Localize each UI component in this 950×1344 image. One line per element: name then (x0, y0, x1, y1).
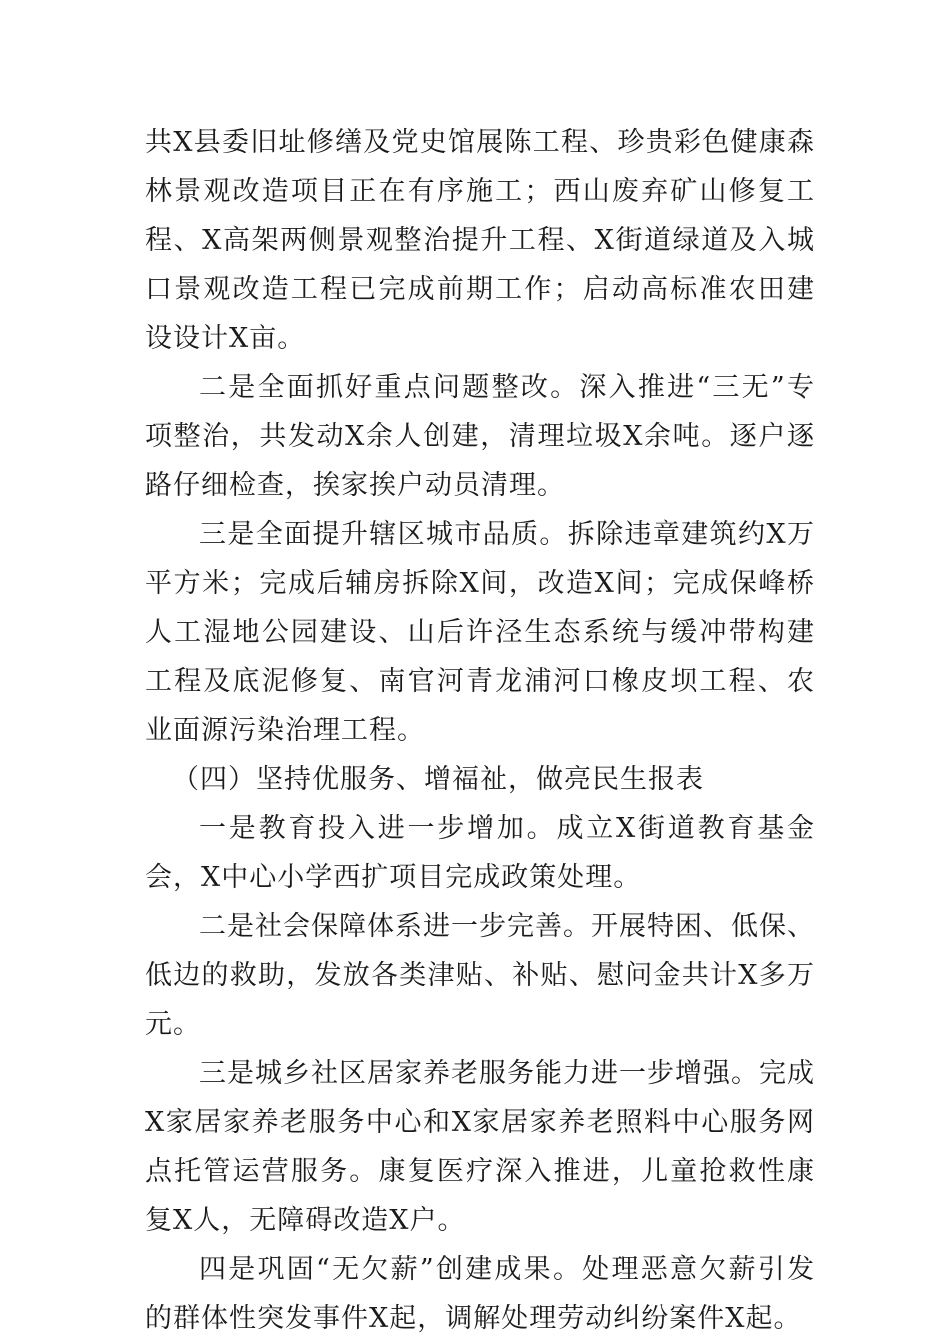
paragraph-project-progress: 共X县委旧址修缮及党史馆展陈工程、珍贵彩色健康森林景观改造项目正在有序施工；西山废弃矿山修复工程、X高架两侧景观整治提升工程、X街道绿道及入城口景观改造工程已完成前期工作；启动高标准农田建设设计X亩。 (145, 127, 815, 354)
paragraph-education: 一是教育投入进一步增加。成立X街道教育基金会，X中心小学西扩项目完成政策处理。 (145, 813, 815, 893)
paragraph-city-quality: 三是全面提升辖区城市品质。拆除违章建筑约X万平方米；完成后辅房拆除X间，改造X间；完成保峰桥人工湿地公园建设、山后许泾生态系统与缓冲带构建工程及底泥修复、南官河青龙浦河口橡皮坝工程、农业面源污染治理工程。 (145, 519, 815, 746)
paragraph-social-security: 二是社会保障体系进一步完善。开展特困、低保、低边的救助，发放各类津贴、补贴、慰问金共计X多万元。 (145, 911, 815, 1040)
section-heading-livelihood: （四）坚持优服务、增福祉，做亮民生报表 (172, 764, 704, 795)
paragraph-wage-arrears: 四是巩固“无欠薪”创建成果。处理恶意欠薪引发的群体性突发事件X起，调解处理劳动纠纷案件X起。 (145, 1254, 815, 1334)
paragraph-elderly-care: 三是城乡社区居家养老服务能力进一步增强。完成X家居家养老服务中心和X家居家养老照料中心服务网点托管运营服务。康复医疗深入推进，儿童抢救性康复X人，无障碍改造X户。 (145, 1058, 815, 1236)
paragraph-problem-rectification: 二是全面抓好重点问题整改。深入推进“三无”专项整治，共发动X余人创建，清理垃圾X余吨。逐户逐路仔细检查，挨家挨户动员清理。 (145, 372, 815, 501)
document-body (145, 118, 815, 1343)
